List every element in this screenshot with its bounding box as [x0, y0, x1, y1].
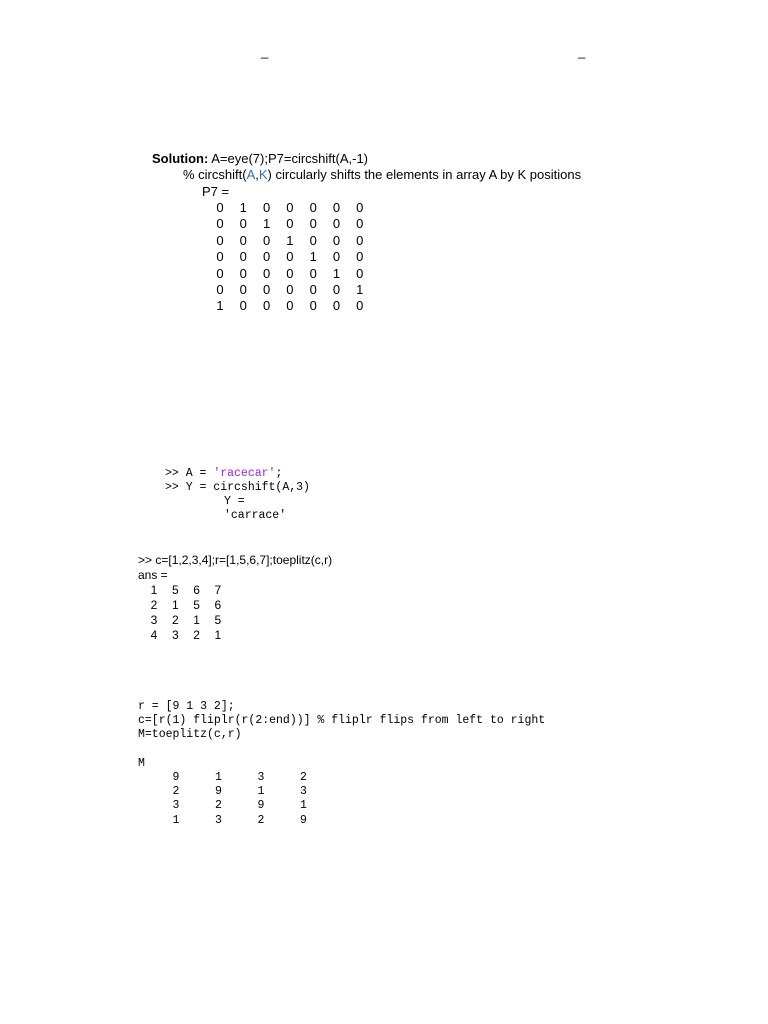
matrix-cell: 1: [216, 298, 224, 314]
matrix-cell: 6: [193, 583, 200, 597]
matrix-cell: 1: [309, 249, 317, 265]
toeplitz1-result-label: ans =: [138, 568, 168, 582]
p7-result-label: P7 =: [202, 184, 230, 199]
racecar-string: 'racecar': [213, 467, 276, 480]
matrix-cell: 0: [286, 282, 294, 297]
matrix-cell: 3: [300, 785, 307, 799]
solution-label: Solution:: [152, 151, 209, 166]
matrix-cell: 0: [309, 298, 317, 314]
matrix-cell: 2: [215, 799, 222, 813]
matrix-cell: 0: [262, 249, 271, 265]
matrix-cell: 0: [332, 282, 341, 297]
matrix-cell: 5: [171, 583, 179, 597]
racecar-result-value: 'carrace': [224, 509, 287, 522]
matrix-cell: 0: [356, 232, 364, 248]
toeplitz2-result-label: M: [138, 757, 145, 770]
matrix-cell: 0: [216, 265, 224, 281]
matrix-cell: 1: [214, 628, 222, 642]
matrix-cell: 0: [286, 265, 294, 281]
solution-code: A=eye(7);P7=circshift(A,-1): [211, 151, 369, 166]
matrix-cell: 0: [239, 265, 247, 281]
matrix-cell: 0: [286, 298, 294, 314]
comment-comma: ,: [255, 167, 259, 182]
matrix-cell: 2: [300, 771, 307, 784]
matrix-cell: 0: [332, 216, 341, 232]
matrix-cell: 0: [332, 249, 341, 265]
matrix-cell: 5: [214, 613, 222, 627]
matrix-cell: 0: [262, 232, 271, 248]
matrix-cell: 0: [286, 249, 294, 265]
racecar-line1-prefix: >> A =: [165, 467, 214, 480]
toeplitz1-command: >> c=[1,2,3,4];r=[1,5,6,7];toeplitz(c,r): [138, 553, 333, 567]
matrix-cell: 2: [193, 628, 200, 642]
matrix-cell: 1: [239, 200, 247, 215]
matrix-cell: 9: [215, 785, 222, 799]
matrix-cell: 1: [257, 785, 265, 799]
matrix-cell: 2: [171, 613, 179, 627]
matrix-cell: 0: [309, 232, 317, 248]
matrix-cell: 1: [193, 613, 200, 627]
matrix-cell: 5: [193, 598, 200, 612]
matrix-cell: 0: [239, 216, 247, 232]
matrix-cell: 0: [356, 216, 364, 232]
matrix-cell: 0: [332, 232, 341, 248]
matrix-cell: 2: [172, 785, 180, 799]
matrix-cell: 0: [286, 216, 294, 232]
matrix-cell: 1: [262, 216, 271, 232]
matrix-cell: 0: [309, 200, 317, 215]
matrix-cell: 1: [215, 771, 222, 784]
matrix-cell: 3: [150, 613, 158, 627]
matrix-cell: 7: [214, 583, 222, 597]
header-dash-right: _: [578, 44, 586, 59]
matrix-cell: 2: [150, 598, 158, 612]
matrix-cell: 9: [172, 771, 180, 784]
matrix-cell: 0: [239, 298, 247, 314]
racecar-line-2: >> Y = circshift(A,3): [165, 481, 310, 494]
matrix-cell: 0: [262, 265, 271, 281]
matrix-cell: 0: [262, 200, 271, 215]
matrix-cell: 1: [150, 583, 158, 597]
comment-arg-a: A: [246, 167, 256, 182]
matrix-cell: 3: [215, 813, 222, 827]
matrix-cell: 1: [300, 799, 307, 813]
matrix-cell: 0: [332, 298, 341, 314]
matrix-cell: 1: [286, 232, 294, 248]
matrix-cell: 0: [262, 282, 271, 297]
matrix-cell: 4: [150, 628, 158, 642]
matrix-cell: 0: [286, 200, 294, 215]
matrix-cell: 3: [172, 799, 180, 813]
matrix-cell: 0: [309, 265, 317, 281]
matrix-cell: 9: [300, 813, 307, 827]
matrix-cell: 0: [239, 249, 247, 265]
solution-line: [152, 151, 368, 167]
matrix-cell: 0: [356, 298, 364, 314]
matrix-cell: 0: [356, 265, 364, 281]
comment-suffix: ) circularly shifts the elements in array A by K positions: [267, 167, 582, 182]
matrix-cell: 1: [356, 282, 364, 297]
matrix-cell: 0: [332, 200, 341, 215]
matrix-cell: 9: [257, 799, 265, 813]
matrix-cell: 0: [216, 200, 224, 215]
matrix-cell: 0: [239, 282, 247, 297]
matrix-cell: 0: [239, 232, 247, 248]
racecar-line-1: [165, 467, 282, 481]
toeplitz2-line-1: r = [9 1 3 2];: [138, 700, 235, 713]
matrix-cell: 0: [309, 216, 317, 232]
matrix-cell: 0: [262, 298, 271, 314]
matrix-cell: 0: [309, 282, 317, 297]
matrix-cell: 0: [216, 216, 224, 232]
comment-arg-k: K: [258, 167, 268, 182]
solution-comment: [183, 167, 581, 183]
matrix-cell: 0: [356, 249, 364, 265]
matrix-cell: 1: [171, 598, 179, 612]
matrix-cell: 3: [257, 771, 265, 784]
matrix-cell: 1: [172, 813, 180, 827]
matrix-cell: 0: [216, 249, 224, 265]
header-dash-left: _: [261, 44, 269, 59]
toeplitz2-line-2: c=[r(1) fliplr(r(2:end))] % fliplr flips from left to right: [138, 714, 546, 727]
matrix-cell: 0: [216, 232, 224, 248]
matrix-cell: 0: [356, 200, 364, 215]
comment-prefix: % circshift(: [183, 167, 247, 182]
matrix-cell: 3: [171, 628, 179, 642]
racecar-result-label: Y =: [224, 495, 245, 508]
toeplitz2-line-3: M=toeplitz(c,r): [138, 728, 242, 741]
matrix-cell: 2: [257, 813, 265, 827]
racecar-line1-suffix: ;: [275, 467, 283, 480]
matrix-cell: 6: [214, 598, 222, 612]
matrix-cell: 1: [332, 265, 341, 281]
matrix-cell: 0: [216, 282, 224, 297]
